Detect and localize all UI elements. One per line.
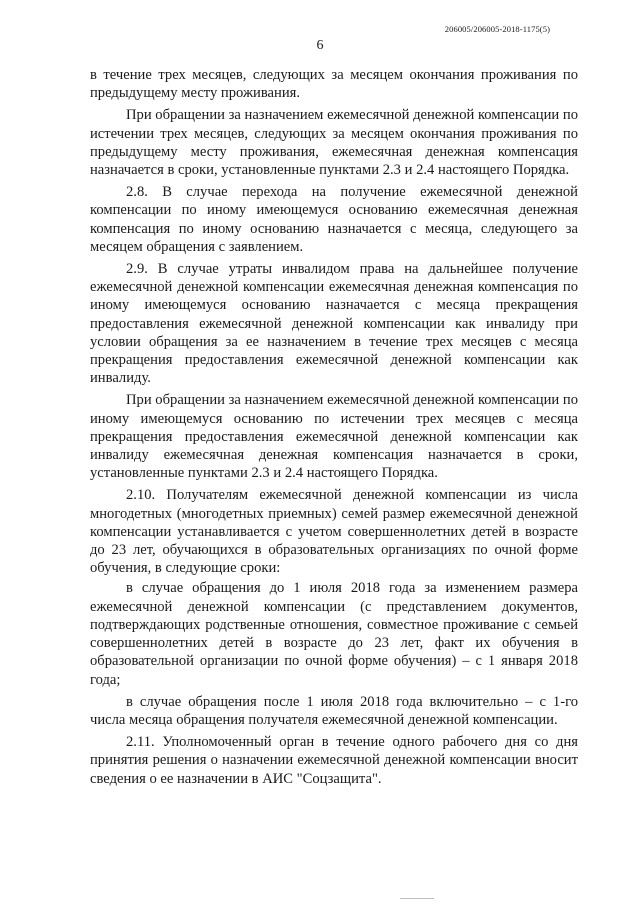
paragraph-2-9-continued: При обращении за назначением ежемесячной денежной компенсации по иному имеющемуся основанию по истечении трех месяцев с месяца прекращения предоставления ежемесячной денежной компенсации как инвалиду ежемесячная денежная компенсация назначается в сроки, установленные пунктами 2.3 и 2.4 настоящего Порядка. [90,392,578,482]
paragraph-2-9: 2.9. В случае утраты инвалидом права на дальнейшее получение ежемесячной денежной компенсации ежемесячная денежная компенсация по иному имеющемуся основанию назначается с месяца прекращения предоставления ежемесячной денежной компенсации как инвалиду при условии обращения за ее назначением в течение трех месяцев с месяца прекращения предоставления ежемесячной денежной компенсации как инвалиду. [90,261,578,387]
paragraph-2-8: 2.8. В случае перехода на получение ежемесячной денежной компенсации по иному имеющемуся основанию ежемесячная денежная компенсация по иному основанию назначается с месяца, следующего за месяцем обращения с заявлением. [90,184,578,255]
paragraph-2-10-case-before-july: в случае обращения до 1 июля 2018 года за изменением размера ежемесячной денежной компенсации (с представлением документов, подтверждающих родственные отношения, совместное проживание с семьей совершеннолетних детей в возрасте до 23 лет, факт их обучения в образовательной организации по очной форме обучения) – с 1 января 2018 года; [90,580,578,688]
paragraph-2-10-case-after-july: в случае обращения после 1 июля 2018 года включительно – с 1-го числа месяца обращения получателя ежемесячной денежной компенсации. [90,693,578,728]
document-body [90,66,578,792]
paragraph-compensation-after-three-months: При обращении за назначением ежемесячной денежной компенсации по истечении трех месяцев, следующих за месяцем окончания проживания по предыдущему месту проживания, ежемесячная денежная компенсация назначается в сроки, установленные пунктами 2.3 и 2.4 настоящего Порядка. [90,107,578,179]
paragraph-continuation: в течение трех месяцев, следующих за месяцем окончания проживания по предыдущему месту проживания. [90,67,578,102]
scan-artifact [400,898,434,899]
paragraph-2-10: 2.10. Получателям ежемесячной денежной компенсации из числа многодетных (многодетных приемных) семей размер ежемесячной денежной компенсации устанавливается с учетом совершеннолетних детей в возрасте до 23 лет, обучающихся в образовательных организациях по очной форме обучения, в следующие сроки: [90,487,578,577]
paragraph-2-11: 2.11. Уполномоченный орган в течение одного рабочего дня со дня принятия решения о назначении ежемесячной денежной компенсации вносит сведения о ее назначении в АИС "Соцзащита". [90,734,578,787]
document-id: 206005/206005-2018-1175(5) [444,24,550,34]
page-number: 6 [316,38,324,53]
